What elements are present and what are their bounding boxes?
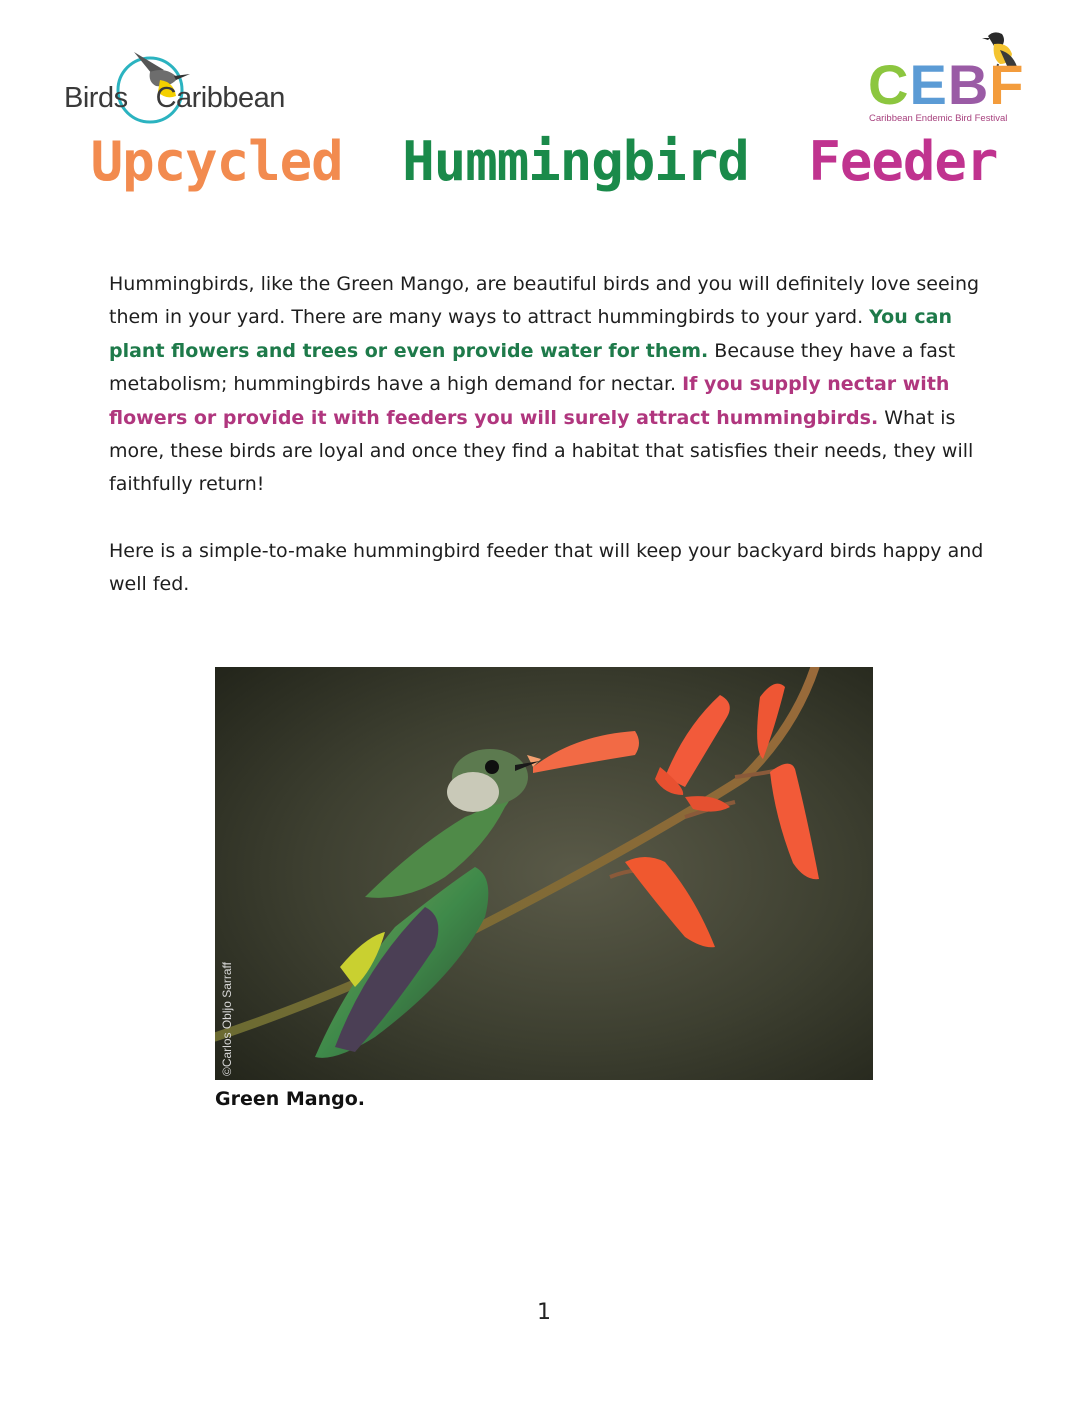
feeder-intro-paragraph: Here is a simple-to-make hummingbird feeder that will keep your backyard birds happy and well fed.	[109, 540, 984, 596]
cebf-letter-c: C	[868, 53, 910, 116]
photo-credit: ©Carlos Obljo Sarraff	[220, 962, 234, 1076]
cebf-letter-b: B	[947, 53, 990, 116]
intro-highlight-pink: If you supply nectar with flowers or provide it with feeders you will surely attract hummingbirds.	[109, 373, 950, 429]
title-word-feeder: Feeder	[808, 130, 998, 193]
cebf-subtitle: Caribbean Endemic Bird Festival	[869, 113, 1008, 124]
cebf-letter-f: F	[989, 53, 1025, 116]
green-mango-photo	[215, 667, 873, 1080]
photo-caption: Green Mango.	[215, 1088, 366, 1110]
intro-text-3: What is more, these birds are loyal and once they find a habitat that satisfies their needs, they will faithfully return!	[109, 406, 974, 496]
intro-text-1: Hummingbirds, like the Green Mango, are beautiful birds and you will definitely love seeing them in your yard. There are many ways to attract hummingbirds to your yard.	[109, 273, 980, 329]
birdscaribbean-wordmark: Birds Caribbean	[64, 82, 285, 114]
cebf-letter-e: E	[909, 53, 948, 116]
birdscaribbean-logo	[64, 44, 285, 128]
page-title	[0, 130, 1088, 210]
page-number: 1	[537, 1300, 551, 1325]
title-word-upcycled: Upcycled	[90, 130, 343, 193]
intro-text-2: Because they have a fast metabolism; hummingbirds have a high demand for nectar.	[109, 339, 956, 396]
intro-paragraph	[109, 268, 989, 502]
cebf-logo	[864, 28, 1034, 128]
intro-highlight-green: You can plant flowers and trees or even provide water for them.	[109, 306, 952, 362]
title-word-hummingbird: Hummingbird	[402, 130, 749, 193]
cebf-letters	[868, 52, 1024, 116]
